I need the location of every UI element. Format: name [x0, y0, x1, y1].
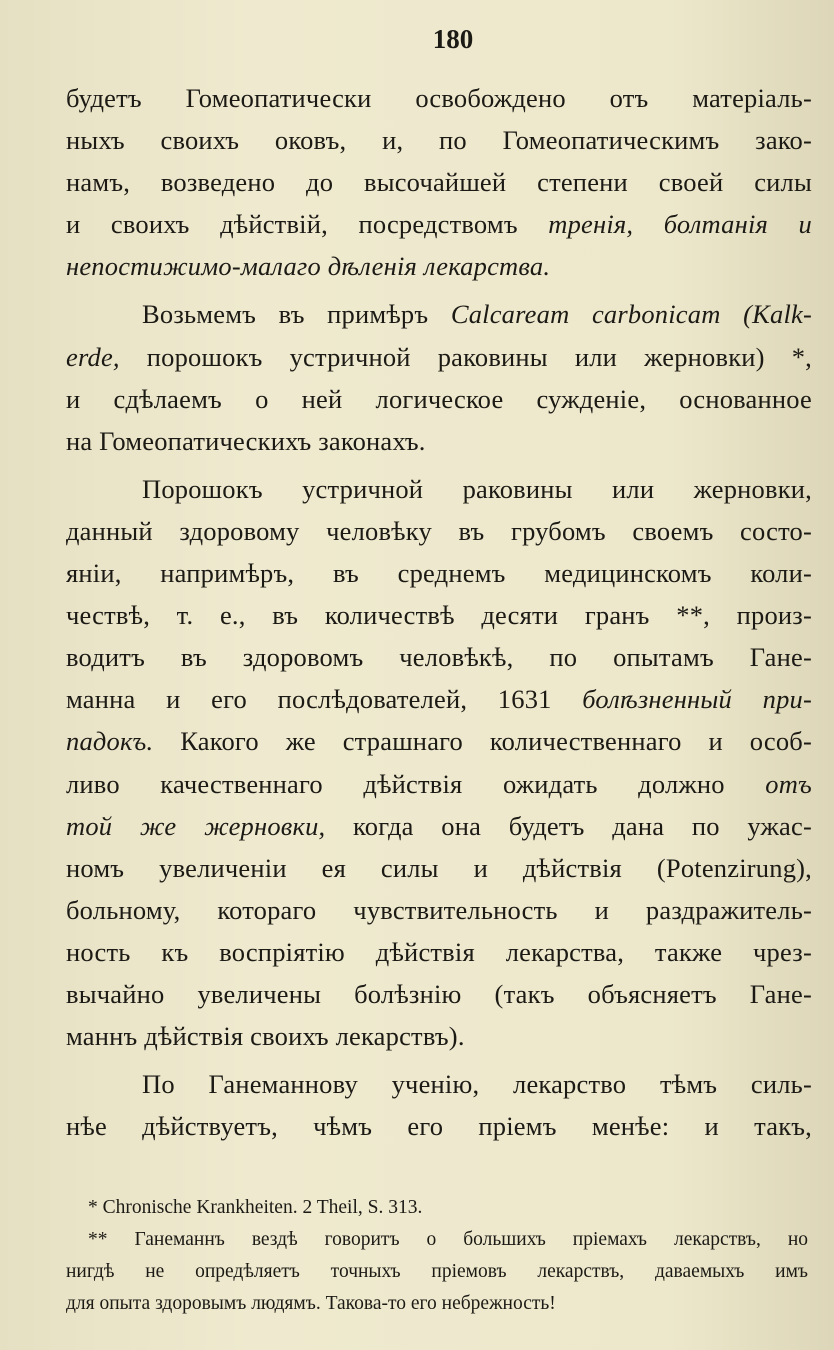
text-line: номъ увеличеніи ея силы и дѣйствія (Potenzirung), — [66, 852, 812, 883]
text-line — [66, 203, 812, 245]
text-line — [66, 763, 812, 805]
paragraph-2 — [66, 293, 812, 461]
text-run: Возьмемъ въ примѣръ — [142, 299, 451, 330]
text-line: По Ганеманнову ученію, лекарство тѣмъ силь- — [142, 1069, 812, 1100]
text-run: и своихъ дѣйствій, посредствомъ — [66, 209, 549, 240]
text-line: чествѣ, т. е., въ количествѣ десяти гранъ **, произ- — [66, 600, 812, 631]
text-run: когда она будетъ дана по ужас- — [325, 810, 812, 841]
text-line: маннъ дѣйствія своихъ лекарствъ). — [66, 1021, 465, 1052]
body-text — [66, 77, 812, 1147]
text-line: и сдѣлаемъ о ней логическое сужденіе, основанное — [66, 383, 812, 414]
text-line: ность къ воспріятію дѣйствія лекарства, также чрез- — [66, 936, 812, 967]
footnote-2-continued: для опыта здоровымъ людямъ. Такова-то его небрежность! — [66, 1293, 556, 1314]
text-line: данный здоровому человѣку въ грубомъ своемъ состо- — [66, 515, 812, 546]
italic-text: тренія, болтанія и — [548, 209, 812, 240]
text-line: яніи, напримѣръ, въ среднемъ медицинскомъ коли- — [66, 558, 812, 589]
text-run: ливо качественнаго дѣйствія ожидать должно — [66, 768, 766, 799]
text-line: больному, котораго чувствительность и раздражитель- — [66, 894, 812, 925]
text-run: манна и его послѣдователей, 1631 — [66, 684, 583, 715]
text-line: на Гомеопатическихъ законахъ. — [66, 425, 426, 456]
footnote-2: ** Ганеманнъ вездѣ говоритъ о большихъ пріемахъ лекарствъ, но — [88, 1229, 808, 1250]
text-line: ныхъ своихъ оковъ, и, по Гомеопатическимъ зако- — [66, 125, 812, 156]
italic-text: отъ — [765, 768, 812, 799]
italic-text: erde, — [66, 341, 120, 372]
italic-text: болѣзненный при- — [582, 684, 812, 715]
text-line: Порошокъ устричной раковины или жерновки, — [142, 473, 812, 504]
text-line: намъ, возведено до высочайшей степени своей силы — [66, 167, 812, 198]
text-line — [66, 293, 812, 335]
italic-text-line: непостижимо-малаго дѣленія лекарства. — [66, 251, 551, 282]
text-line — [66, 720, 812, 762]
footnote-1: * Chronische Krankheiten. 2 Theil, S. 313. — [88, 1197, 423, 1218]
text-run: Какого же страшнаго количественнаго и особ- — [153, 726, 812, 757]
text-line: водитъ въ здоровомъ человѣкѣ, по опытамъ Гане- — [66, 642, 812, 673]
text-line — [66, 805, 812, 847]
paragraph-3 — [66, 468, 812, 1057]
text-run: порошокъ устричной раковины или жерновки) *, — [119, 341, 812, 372]
italic-text: Calcaream carbonicam (Kalk- — [450, 299, 812, 330]
paragraph-1 — [66, 77, 812, 287]
text-line: будетъ Гомеопатически освобождено отъ матеріаль- — [66, 83, 812, 113]
italic-text: той же жерновки, — [66, 810, 326, 841]
footnotes — [66, 1192, 808, 1320]
text-line — [66, 336, 812, 378]
footnote-2-continued: нигдѣ не опредѣляетъ точныхъ пріемовъ лекарствъ, даваемыхъ имъ — [66, 1261, 808, 1282]
italic-text: падокъ. — [66, 726, 154, 757]
paragraph-4 — [66, 1063, 812, 1147]
page-number: 180 — [432, 24, 474, 54]
text-line: нѣе дѣйствуетъ, чѣмъ его пріемъ менѣе: и такъ, — [66, 1111, 812, 1142]
text-line — [66, 678, 812, 720]
text-line: вычайно увеличены болѣзнію (такъ объясняетъ Гане- — [66, 978, 812, 1009]
